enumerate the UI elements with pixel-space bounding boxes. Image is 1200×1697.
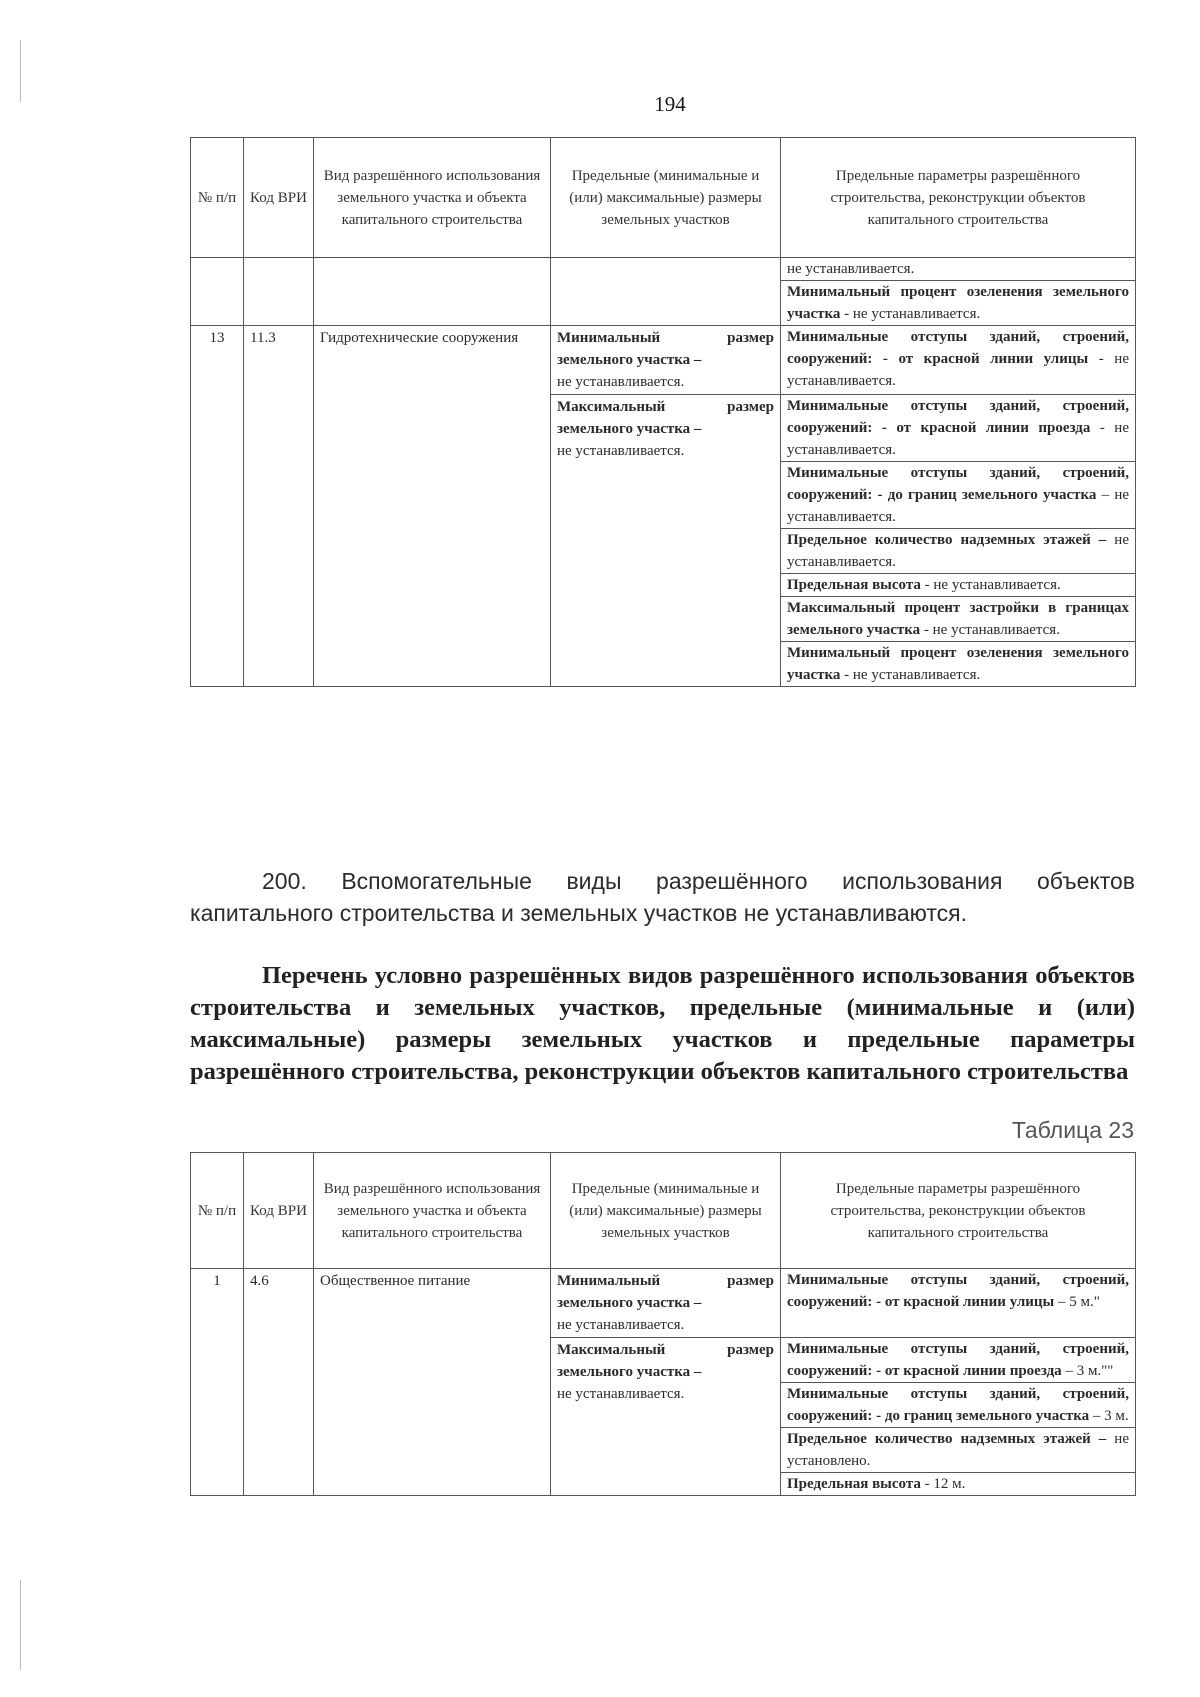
header-params: Предельные параметры разрешённого строительства, реконструкции объектов капитального строительства [781, 138, 1136, 258]
row-code: 11.3 [244, 326, 314, 687]
params-cell [781, 395, 1136, 687]
max-size-cell: Максимальный размер земельного участка – не устанавливается. [551, 395, 781, 687]
page-number: 194 [654, 92, 686, 116]
table-cell [244, 258, 314, 326]
header-num: № п/п [191, 1153, 244, 1269]
header-code: Код ВРИ [244, 138, 314, 258]
header-params: Предельные параметры разрешённого строительства, реконструкции объектов капитального строительства [781, 1153, 1136, 1269]
params-cell [781, 326, 1136, 395]
table-label: Таблица 23 [1011, 1117, 1134, 1143]
min-size-cell: Минимальный размер земельного участка – не устанавливается. [551, 1269, 781, 1338]
param-item: Предельное количество надземных этажей – не установлено. [781, 1428, 1135, 1473]
table-cell [314, 258, 551, 326]
header-num: № п/п [191, 138, 244, 258]
param-item: Минимальные отступы зданий, строений, сооружений: - от красной линии проезда – 3 м."" [781, 1338, 1135, 1383]
header-type: Вид разрешённого использования земельного участка и объекта капитального строительства [314, 1153, 551, 1269]
row-number: 13 [191, 326, 244, 687]
param-item: Минимальные отступы зданий, строений, сооружений: - до границ земельного участка – 3 м. [781, 1383, 1135, 1428]
scan-margin-line [20, 1580, 21, 1670]
param-item: Максимальный процент застройки в границах земельного участка - не устанавливается. [781, 597, 1135, 642]
header-sizes: Предельные (минимальные и (или) максимальные) размеры земельных участков [551, 1153, 781, 1269]
row-code: 4.6 [244, 1269, 314, 1496]
header-type: Вид разрешённого использования земельного участка и объекта капитального строительства [314, 138, 551, 258]
param-item: Минимальный процент озеленения земельного участка - не устанавливается. [787, 284, 1129, 322]
table-header-row [191, 1153, 1136, 1269]
params-cell [781, 1269, 1136, 1338]
max-size-cell: Максимальный размер земельного участка – не устанавливается. [551, 1338, 781, 1496]
table-row [191, 326, 1136, 395]
param-item: Минимальный процент озеленения земельного участка - не устанавливается. [787, 645, 1129, 683]
param-item: Предельная высота - не устанавливается. [781, 574, 1135, 597]
header-code: Код ВРИ [244, 1153, 314, 1269]
param-item: Предельная высота - 12 м. [787, 1476, 966, 1492]
paragraph-200: 200. Вспомогательные виды разрешённого использования объектов капитального строительства и земельных участков не устанавливаются. [190, 868, 1135, 926]
param-item: Минимальные отступы зданий, строений, сооружений: - от красной линии проезда - не устанавливается. [781, 395, 1135, 462]
row-type: Гидротехнические сооружения [314, 326, 551, 687]
header-sizes: Предельные (минимальные и (или) максимальные) размеры земельных участков [551, 138, 781, 258]
row-number: 1 [191, 1269, 244, 1496]
section-heading: Перечень условно разрешённых видов разрешённого использования объектов строительства и земельных участков, предельные (минимальные и (или) максимальные) размеры земельных участков и предельные параметры разрешённого строительства, реконструкции объектов капитального строительства [190, 962, 1135, 1085]
param-item: Минимальные отступы зданий, строений, сооружений: - до границ земельного участка – не устанавливается. [781, 462, 1135, 529]
param-item: Предельное количество надземных этажей – не устанавливается. [781, 529, 1135, 574]
parameters-table-continued [190, 137, 1136, 687]
table-row [191, 258, 1136, 326]
row-type: Общественное питание [314, 1269, 551, 1496]
param-item: Минимальные отступы зданий, строений, сооружений: - от красной линии улицы – 5 м." [787, 1272, 1129, 1310]
table-cell [551, 258, 781, 326]
param-item: Минимальные отступы зданий, строений, сооружений: - от красной линии улицы - не устанавливается. [787, 329, 1129, 389]
params-cell [781, 1338, 1136, 1496]
param-item: не устанавливается. [781, 258, 1135, 281]
params-cell [781, 258, 1136, 326]
table-cell [191, 258, 244, 326]
table-23 [190, 1152, 1136, 1496]
table-row [191, 1269, 1136, 1338]
table-header-row [191, 138, 1136, 258]
min-size-cell: Минимальный размер земельного участка – не устанавливается. [551, 326, 781, 395]
